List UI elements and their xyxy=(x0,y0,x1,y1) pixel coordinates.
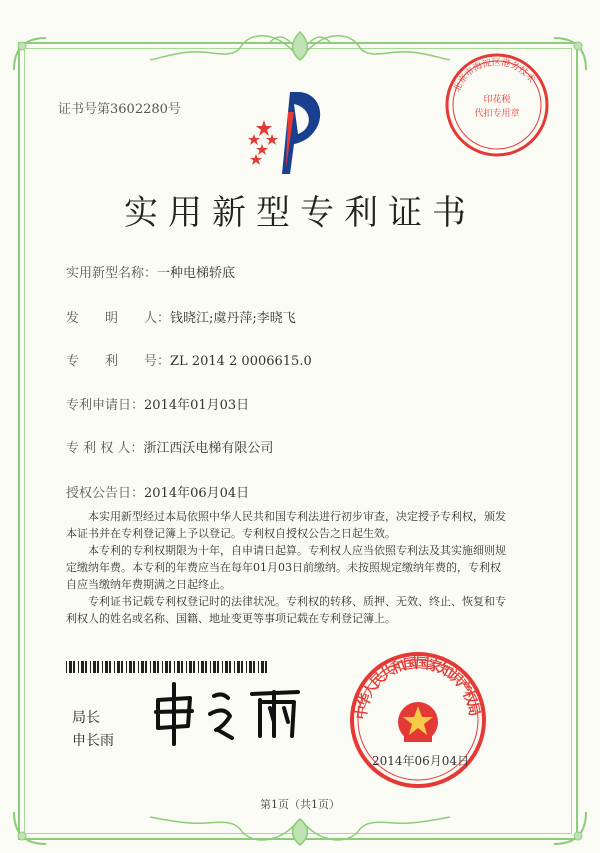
certificate-number: 证书号第3602280号 xyxy=(58,102,181,117)
barcode-bar xyxy=(129,661,132,673)
corner-ornament-tr xyxy=(550,34,590,74)
top-ornament xyxy=(150,20,450,64)
barcode-bar xyxy=(165,661,168,673)
barcode-bar xyxy=(265,661,267,673)
field-filing-date-label: 专利申请日： xyxy=(66,398,145,413)
barcode-bar xyxy=(121,661,123,673)
barcode-bar xyxy=(73,661,75,673)
official-seal xyxy=(348,650,488,790)
barcode-bar xyxy=(66,661,67,673)
barcode-bar xyxy=(181,661,183,673)
barcode-bar xyxy=(210,661,211,673)
barcode-bar xyxy=(157,661,159,673)
barcode-bar xyxy=(162,661,163,673)
barcode-bar xyxy=(177,661,180,673)
barcode-bar xyxy=(246,661,247,673)
field-patent-no-value: ZL 2014 2 0006615.0 xyxy=(170,354,312,369)
corner-ornament-tl xyxy=(10,34,50,74)
field-patentee-label: 专 利 权 人： xyxy=(66,441,144,456)
field-filing-date-value: 2014年01月03日 xyxy=(144,398,250,413)
field-inventor-label: 发 明 人： xyxy=(66,311,171,326)
barcode-bar xyxy=(205,661,207,673)
barcode xyxy=(66,658,270,670)
tax-stamp-ring-text: 北京市海淀区港务技术 xyxy=(452,57,537,94)
corner-ornament-bl xyxy=(10,808,50,848)
corner-ornament-br xyxy=(550,808,590,848)
field-grant-date-label: 授权公告日： xyxy=(66,486,145,501)
body-paragraph: 本专利的专利权期限为十年，自申请日起算。专利权人应当依照专利法及其实施细则规定缴纳年费。本专利的年费应当在每年01月03日前缴纳。未按照规定缴纳年费的，专利权自应当缴纳年费期满之日起终止。 xyxy=(66,544,506,591)
field-inventor-value: 钱晓江;虞丹萍;李晓飞 xyxy=(170,311,296,326)
barcode-bar xyxy=(153,661,156,673)
barcode-bar xyxy=(117,661,120,673)
barcode-bar xyxy=(229,661,231,673)
barcode-bar xyxy=(169,661,171,673)
barcode-bar xyxy=(97,661,99,673)
bottom-ornament xyxy=(150,815,450,849)
body-paragraph: 本实用新型经过本局依照中华人民共和国专利法进行初步审查，决定授予专利权，颁发本证书并在专利登记簿上予以登记。专利权自授权公告之日起生效。 xyxy=(66,510,506,540)
field-filing-date xyxy=(66,394,249,413)
barcode-bar xyxy=(253,661,255,673)
barcode-bar xyxy=(189,661,192,673)
patent-office-logo xyxy=(242,82,332,182)
signer-name: 申长雨 xyxy=(72,733,114,749)
barcode-bar xyxy=(109,661,111,673)
barcode-bar xyxy=(141,661,144,673)
page-number: 第1页（共1页） xyxy=(260,798,340,811)
certificate-body xyxy=(66,508,506,627)
barcode-bar xyxy=(249,661,252,673)
barcode-bar xyxy=(222,661,223,673)
barcode-bar xyxy=(234,661,235,673)
barcode-bar xyxy=(261,661,264,673)
official-seal-text: 中华人民共和国国家知识产权局 xyxy=(353,655,483,721)
barcode-bar xyxy=(93,661,96,673)
barcode-bar xyxy=(174,661,175,673)
field-patentee xyxy=(66,437,273,456)
barcode-bar xyxy=(69,661,72,673)
barcode-bar xyxy=(237,661,240,673)
barcode-bar xyxy=(102,661,103,673)
barcode-bar xyxy=(198,661,199,673)
barcode-bar xyxy=(133,661,135,673)
barcode-bar xyxy=(90,661,91,673)
barcode-bar xyxy=(126,661,127,673)
seal-date: 2014年06月04日 xyxy=(372,754,470,768)
field-name-value: 一种电梯轿底 xyxy=(157,266,236,281)
barcode-bar xyxy=(81,661,84,673)
tax-stamp xyxy=(442,50,552,160)
barcode-bar xyxy=(105,661,108,673)
field-patentee-value: 浙江西沃电梯有限公司 xyxy=(143,441,274,456)
barcode-bar xyxy=(258,661,259,673)
barcode-bar xyxy=(85,661,87,673)
barcode-bar xyxy=(150,661,151,673)
field-patent-no xyxy=(66,350,312,369)
barcode-bar xyxy=(241,661,243,673)
tax-stamp-line-1: 印花税 xyxy=(483,95,511,105)
field-patent-no-label: 专 利 号： xyxy=(66,354,171,369)
field-name-label: 实用新型名称： xyxy=(66,266,158,281)
field-name xyxy=(66,262,235,281)
barcode-bar xyxy=(145,661,147,673)
barcode-bar xyxy=(114,661,115,673)
barcode-bar xyxy=(78,661,79,673)
signer-title: 局长 xyxy=(72,710,100,726)
barcode-bar xyxy=(201,661,204,673)
tax-stamp-line-2: 代扣专用章 xyxy=(474,109,520,119)
barcode-bar xyxy=(186,661,187,673)
barcode-bar xyxy=(225,661,228,673)
signature xyxy=(148,678,318,748)
barcode-bar xyxy=(217,661,219,673)
field-grant-date xyxy=(66,482,249,501)
body-paragraph: 专利证书记载专利权登记时的法律状况。专利权的转移、质押、无效、终止、恢复和专利权人的姓名或名称、国籍、地址变更等事项记载在专利登记簿上。 xyxy=(66,595,506,625)
barcode-bar xyxy=(138,661,139,673)
field-inventor xyxy=(66,307,296,326)
barcode-bar xyxy=(213,661,216,673)
certificate-title: 实用新型专利证书 xyxy=(124,193,476,233)
barcode-bar xyxy=(193,661,195,673)
field-grant-date-value: 2014年06月04日 xyxy=(144,486,250,501)
